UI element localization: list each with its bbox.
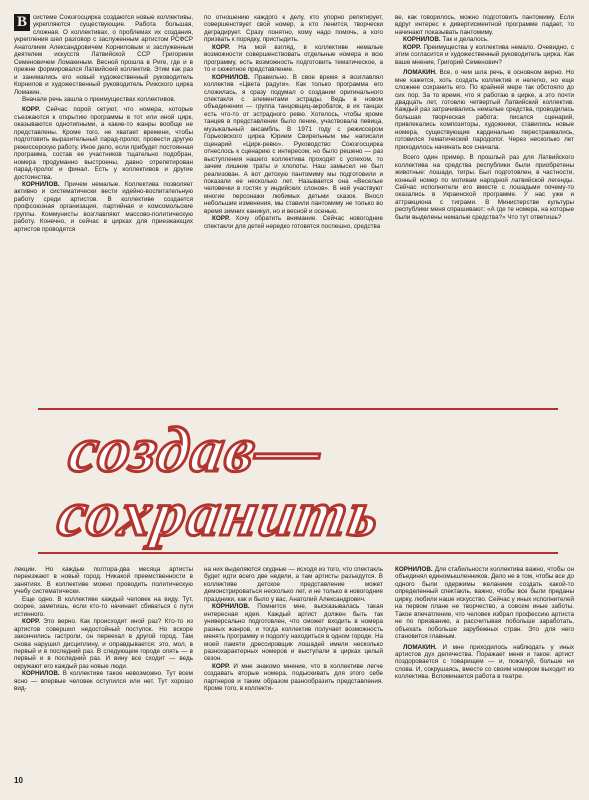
speaker-label: ЛОМАКИН. xyxy=(403,643,437,651)
paragraph xyxy=(395,44,574,66)
speaker-label: КОРР. xyxy=(403,43,421,51)
drop-cap: В xyxy=(14,14,30,31)
paragraph: по отношению каждого к делу, кто упорно репетирует, совершенствует свой номер, а кто ленится, творчески деградирует. Сразу понятно, кому надо помочь, а кого призвать к порядку, пристыдить. xyxy=(204,14,383,44)
speaker-label: КОРР. xyxy=(22,106,40,114)
paragraph: на них выделяются скудные — исходя из того, что спектакль будет идти всего две недели, а там артисты разъедутся. В коллективе детское представление может демонстрироваться несколько лет, и не только в новогодние праздники, как и было у вас, Анатолий Александрович. xyxy=(204,566,383,603)
paragraph xyxy=(395,566,574,641)
paragraph-text: системе Союзгосцирка создаются новые коллективы, укрепляются существующие. Работа большая, сложная. О коллективах, о проблемах их создания, укрепления шел разговор с заслуженным артистом РСФСР Анатолием Александровичем Корниловым и заслуженным деятелем искусств Латвийской ССР Григорием Семеновичем Ломакиным. Весной прошла в Риге, где и в прежне формировался Латвийский коллектив. Этим как раз и занимались его новый художественный руководитель Корнилов и художественный руководитель Рижского цирка Ломакин. xyxy=(14,14,193,96)
paragraph-text: В коллективе такое невозможно. Тут всем ясно — впервые человек оступился или нет. Тут хорошо вид- xyxy=(14,670,193,693)
paragraph-text: Это верно. Как происходит иной раз? Кто-то из артистов совершил недостойный поступок. Но вскоре закончились гастроли, он переехал в другой город. Там снова нарушил дисциплину, и оправдывается: это, мол, в первый и в последний раз. В следующем городе опять — в первый и в последний раз. И вину все сходит — ведь окружают его каждый раз новые люди. xyxy=(14,618,193,670)
paragraph: Вначале речь зашла о преимуществах коллективов. xyxy=(22,95,176,103)
speaker-label: ЛОМАКИН. xyxy=(403,69,437,77)
paragraph xyxy=(14,670,193,692)
paragraph xyxy=(14,618,193,670)
title-banner xyxy=(38,405,558,557)
speaker-label: КОРНИЛОВ. xyxy=(395,566,433,573)
paragraph xyxy=(204,74,383,216)
paragraph xyxy=(204,603,383,663)
column-3-top xyxy=(395,14,574,399)
paragraph: Еще одно. В коллективе каждый человек на виду. Тут, скорее, заметишь, если кто-то начинает сбиваться с пути истинного. xyxy=(14,595,193,618)
paragraph-text: Причем немалые. Коллектива позволяет активно и систематически вести идейно-воспитательную работу среди артистов. В коллективе создается профсоюзная организация, партийная и комсомольские группы. Коммунисты возглавляют массово-политическую работу. Конечно, и сейчас в цирках для приезжающих артистов проводятся xyxy=(14,180,193,233)
speaker-label: КОРНИЛОВ. xyxy=(22,180,60,188)
paragraph xyxy=(14,106,193,181)
paragraph-text: И мне приходилось наблюдать у иных артистов дух делячества. Поражает меня и такое: артист поздоровается с товарищем — и, пожалуй, больше ни слова. И, сокрушаясь, вместе со своим номером выходит из коллектива. Вспоминается работа в театре. xyxy=(395,643,574,681)
speaker-label: КОРР. xyxy=(212,662,230,670)
paragraph xyxy=(395,644,574,681)
banner-title-line-2: сохранить xyxy=(52,478,387,549)
paragraph-text: На мой взгляд, в коллективе немалые возможности совершенствовать отдельные номера и всю программу, есть возможность подготовить тематическое, а то и сюжетное представление. xyxy=(204,43,383,74)
column-1-top xyxy=(14,14,193,399)
page-number: 10 xyxy=(14,776,23,785)
paragraph-text: Хочу обратить внимание. Сейчас новогодние спектакли для детей нередко готовятся поспешно, средства xyxy=(204,215,383,230)
paragraph xyxy=(395,69,574,151)
paragraph xyxy=(14,181,193,233)
paragraph xyxy=(395,36,574,43)
paragraph-text: Так и делалось. xyxy=(442,36,489,44)
column-2-bottom xyxy=(204,566,383,762)
banner-title-line-1: создав— xyxy=(63,414,329,485)
column-3-bottom xyxy=(395,566,574,762)
speaker-label: КОРНИЛОВ. xyxy=(212,603,250,611)
speaker-label: КОРР. xyxy=(212,43,230,51)
paragraph: ве, как говорилось, можно подготовить пантомиму. Если вдруг интерес к дивертисментной программе падает, то начинают показывать пантомиму. xyxy=(395,14,574,36)
column-2-top xyxy=(204,14,383,399)
speaker-label: КОРР. xyxy=(22,618,40,626)
paragraph xyxy=(204,215,383,230)
speaker-label: КОРР. xyxy=(212,215,230,223)
paragraph: лекции. Но каждые полтора-два месяца артисты переезжают в новый город. Никакой преемственности в занятиях. В коллективе можно проводить политическую учебу систематически. xyxy=(14,566,193,596)
paragraph-text: Помнится мне, высказывалась такая интересная идея. Каждый артист должен быть так универсально подготовлен, что сможет входить в номера разных жанров, и тогда коллектив получает возможность менять программу и подолгу находиться в одном городе. На моей памяти дрессировщик лошадей имели несколько разнохарактерных номеров и выступали в цирках целый сезон. xyxy=(204,603,383,663)
speaker-label: КОРНИЛОВ. xyxy=(212,73,250,81)
paragraph-text: Преимущества у коллектива немало. Очевидно, с этим согласится и художественный руководитель цирка. Как ваше мнение, Григорий Семенович? xyxy=(395,43,574,66)
paragraph-text: Все, о чем шла речь, в основном верно. Но мне кажется, хоть создать коллектив и нелегко, но еще сложнее сохранить его. По крайней мере так обстояло до сих пор. За то время, что я работаю в цирке, а это почти двадцать лет, готовлю четвертый Латвийский коллектив. Каждый раз затрачивались немалые средства, проводилась большая творческая работа: писался сценарий, привлекались композиторы, художники, ставились новые номера, существующие кардинально перестраивались, готовился тематический пародолог. Через несколько лет приходилось начинать все сначала. xyxy=(395,69,574,151)
paragraph: Всего один пример. В прошлый раз для Латвийского коллектива на средства республики были приобретены животные: лошади, тигры. Был подготовлен, в частности, конный номер по мотивам народной латвийской легенды. Сейчас исполнители его вместе с лошадьми почему-то оказались в Украинской программе. У нас уже и аттракциона с тиграми. В Министерстве культуры республики меня спрашивают: «А где те номера, на которые были выделены немалые средства?» Что тут ответишь? xyxy=(395,154,574,221)
paragraph xyxy=(204,663,383,693)
paragraph xyxy=(14,14,193,96)
speaker-label: КОРНИЛОВ. xyxy=(22,670,60,678)
speaker-label: КОРНИЛОВ. xyxy=(403,36,441,44)
paragraph-text: Сейчас порой сетуют, что номера, которые съезжаются к открытию программы в тот или иной цирк, оказываются однотипными, а какие-то жанры вообще не представлены. Кроме того, не хватает времени, чтобы подготовить выразительный парад-пролог, провести другую режиссерскую работу. Иное дело, если прибудет постоянная программа, состав ее участников тщательно подобран, номера продуманно выстроены, давно отрепетирован парад-пролог и финал. Есть у коллективов и другие достоинства. xyxy=(14,106,193,181)
paragraph-text: И мне знакомо мнение, что в коллективе легче создавать вторые номера, подыскивать для этого себе партнеров и таким образом разнообразить представления. Кроме того, в коллекти- xyxy=(204,662,383,693)
paragraph-text: Правильно. В свое время я возглавлял коллектив «Цвета радуги». Как только программа его сложилась, я сразу подумал о создании оригинального спектакля с элементами эстрады. Ведь в новом объединении — группа танцовщиц-акробаток, в их танцах есть что-то от эстрадного ревю. Хотелось, чтобы кроме танцев в представлении было пение, участвовала певица, музыкальный ансамбль. В 1971 году с режиссером Горьковского цирка Юрием Свирельным мы написали сценарий «Цирк-ревю». Руководство Союзгосцирка отнеслось к сценарию с интересом, но было решено — раз выступления нашего коллектива проходят с успехом, то зачем лишние траты и хлопоты. Наш замысел не был реализован. А вот детскую пантомиму мы подготовили и показали ее несколько лет. Называется она «Веселые человечки в гостях у индийских слонов». В ней участвуют многие персонажи любимых детьми сказок. Вносл небольшие изменения, мы ставили пантомиму не только во время зимних каникул, но и весной и осенью. xyxy=(204,73,383,215)
column-1-bottom xyxy=(14,566,193,762)
paragraph-text: Для стабильности коллектива важно, чтобы он объединял единомышленников. Дело не в том, чтобы все до одного были одержимы желанием создать какой-то определенный спектакль, важно, чтобы все были преданы цирку, любили наше искусство. Сейчас у иных исполнителей на первом плане не творчество, а совсем иные заботы. Такое впечатление, что человек избрал профессию артиста не по призванию, а рассчитывая побольше заработать, объехать побольше зарубежных стран. Это для него становится главным. xyxy=(395,566,574,641)
paragraph xyxy=(204,44,383,74)
